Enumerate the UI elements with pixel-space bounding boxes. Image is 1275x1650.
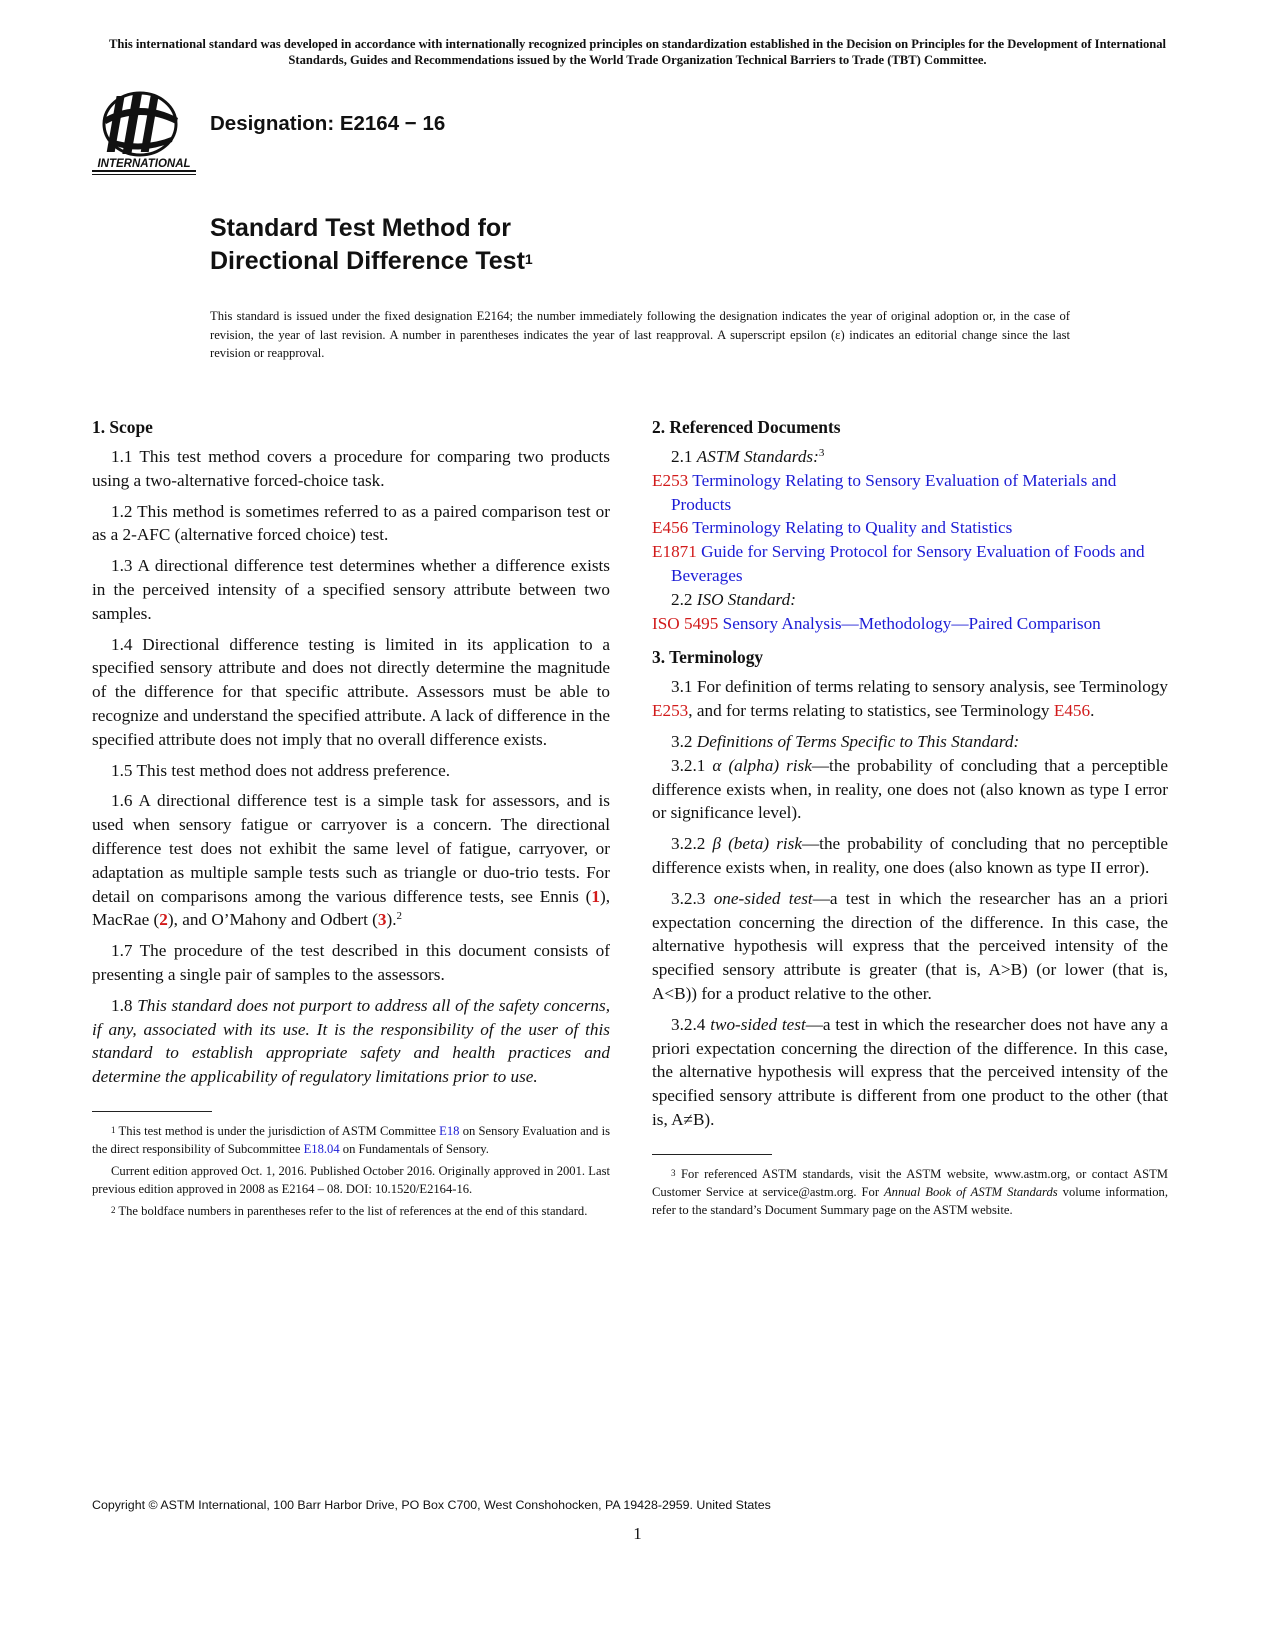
reference-link-1[interactable]: 1	[591, 886, 600, 906]
right-column	[652, 415, 1168, 1223]
footnote-3: $^3$ For referenced ASTM standards, visit the ASTM website, www.astm.org, or contact ASTM Customer Service at service@astm.org. For Annual Book of ASTM Standards volume information, refer to the standard’s Document Summary page on the ASTM website.	[652, 1166, 1168, 1217]
paragraph-1-3: 1.3 A directional difference test determines whether a difference exists in the perceived intensity of a specified sensory attribute between two samples.	[92, 556, 610, 623]
footnotes-right	[652, 1165, 1168, 1219]
link-e456-title[interactable]: Terminology Relating to Quality and Statistics	[688, 518, 1013, 538]
subsection-2-1: 2.1 ASTM Standards:$^3$	[671, 447, 825, 466]
link-e1871-title[interactable]: Guide for Serving Protocol for Sensory Evaluation of Foods and Beverages	[671, 542, 1145, 585]
title-footnote-mark: 1	[524, 251, 533, 267]
astm-logo	[90, 88, 198, 180]
reference-e456	[652, 516, 1168, 540]
link-e253[interactable]: E253	[652, 470, 689, 490]
title-line-1: Standard Test Method for	[210, 214, 511, 242]
reference-link-2[interactable]: 2	[159, 910, 168, 930]
paragraph-1-2: 1.2 This method is sometimes referred to as a paired comparison test or as a 2-AFC (alternative forced choice) test.	[92, 501, 610, 545]
reference-e1871	[652, 540, 1168, 588]
left-column	[92, 415, 610, 1224]
footnote-1: $^1$ This test method is under the jurisdiction of ASTM Committee E18 on Sensory Evaluation and is the direct responsibility of Subcommittee E18.04 on Fundamentals of Sensory.	[92, 1123, 610, 1156]
reference-e253	[652, 469, 1168, 517]
copyright-notice: Copyright © ASTM International, 100 Barr Harbor Drive, PO Box C700, West Conshohocken, PA 19428-2959. United States	[92, 1498, 771, 1512]
terminology-e456-link[interactable]: E456	[1053, 701, 1091, 721]
section-1-heading: 1. Scope	[92, 417, 153, 437]
tbt-notice: This international standard was developed in accordance with internationally recognized principles on standardization established in the Decision on Principles for the Development of International Standards, Guides and Recommendations issued by the World Trade Organization Technical Barriers to Trade (TBT) Committee.	[108, 37, 1167, 67]
definition-one-sided-test: 3.2.3 one-sided test—a test in which the researcher has an a priori expectation concerning the direction of the difference. In this case, the alternative hypothesis will express that the perceived intensity of the specified sensory attribute is greater (that is, A>B) (or lower (that is, A<B)) for a product relative to the other.	[652, 888, 1168, 1003]
section-3-heading: 3. Terminology	[652, 647, 764, 668]
section-2-heading: 2. Referenced Documents	[652, 417, 841, 437]
definition-two-sided-test: 3.2.4 two-sided test—a test in which the researcher does not have any a priori expectation concerning the direction of the difference. In this case, the alternative hypothesis will express that the perceived intensity of the specified sensory attribute is different from one product to the other (that is, A≠B).	[652, 1014, 1168, 1129]
link-iso-5495[interactable]: ISO 5495	[652, 613, 719, 633]
paragraph-1-7: 1.7 The procedure of the test described in this document consists of presenting a single pair of samples to the assessors.	[92, 941, 610, 984]
paragraph-3-1: 3.1 For definition of terms relating to sensory analysis, see Terminology E253, and for terms relating to statistics, see Terminology E456.	[652, 677, 1168, 721]
committee-e18-link[interactable]: E18	[439, 1123, 460, 1138]
title-line-2: Directional Difference Test$^1$	[210, 247, 533, 275]
definition-alpha-risk: 3.2.1 α (alpha) risk—the probability of concluding that a perceptible difference exists when, in reality, one does not (also known as type I error or significance level).	[652, 755, 1169, 823]
logo-international-text: INTERNATIONAL	[97, 158, 191, 170]
footnote-2: $^2$ The boldface numbers in parentheses refer to the list of references at the end of this standard.	[111, 1203, 588, 1218]
link-e253-title[interactable]: Terminology Relating to Sensory Evaluation of Materials and Products	[671, 470, 1117, 514]
paragraph-1-1: 1.1 This test method covers a procedure for comparing two products using a two-alternative forced-choice task.	[92, 447, 610, 490]
paragraph-1-5: 1.5 This test method does not address preference.	[111, 760, 451, 780]
footnote-divider	[92, 1111, 212, 1112]
reference-link-3[interactable]: 3	[377, 910, 387, 930]
document-title	[210, 212, 533, 278]
footnotes-left	[92, 1122, 610, 1220]
designation: Designation: E2164 − 16	[210, 112, 446, 135]
subcommittee-e1804-link[interactable]: E18.04	[303, 1141, 340, 1156]
paragraph-1-8: 1.8 This standard does not purport to address all of the safety concerns, if any, associated with its use. It is the responsibility of the user of this standard to establish appropriate safety and health practices and determine the applicability of regulatory limitations prior to use.	[92, 995, 611, 1087]
link-e1871[interactable]: E1871	[652, 542, 697, 562]
paragraph-1-4: 1.4 Directional difference testing is limited in its application to a specified sensory attribute and does not directly determine the magnitude of the difference for that specific attribute. Assessors must be able to recognize and understand the specified attribute. A lack of difference in the specified attribute does not imply that no overall difference exists.	[92, 634, 610, 749]
paragraph-1-6: 1.6 A directional difference test is a simple task for assessors, and is used when sensory fatigue or carryover is a concern. The directional difference test does not exhibit the same level of fatigue, carryover, or adaptation as multiple sample tests such as triangle or duo-trio tests. For detail on comparisons among the various difference tests, see Ennis (1), MacRae (2), and O’Mahony and Odbert (3).$^2$	[92, 791, 610, 930]
definition-beta-risk: 3.2.2 β (beta) risk—the probability of concluding that no perceptible difference exists when, in reality, one does (also known as type II error).	[652, 834, 1169, 877]
reference-iso-5495	[652, 612, 1168, 636]
link-iso-5495-title[interactable]: Sensory Analysis—Methodology—Paired Comparison	[718, 613, 1101, 633]
footnote-1-continued: Current edition approved Oct. 1, 2016. Published October 2016. Originally approved in 2001. Last previous edition approved in 2008 as E2164 – 08. DOI: 10.1520/E2164-16.	[92, 1163, 610, 1196]
paragraph-3-2: 3.2 Definitions of Terms Specific to This Standard:	[671, 731, 1020, 751]
subsection-2-2: 2.2 ISO Standard:	[671, 589, 796, 609]
footnote-mark-2: 2	[396, 910, 403, 923]
issuance-statement: This standard is issued under the fixed designation E2164; the number immediately following the designation indicates the year of original adoption or, in the case of revision, the year of last revision. A number in parentheses indicates the year of last reapproval. A superscript epsilon (ε) indicates an editorial change since the last revision or reapproval.	[210, 309, 1070, 360]
footnote-divider-right	[652, 1154, 772, 1155]
page-number: 1	[633, 1524, 642, 1543]
terminology-e253-link[interactable]: E253	[652, 701, 689, 721]
link-e456[interactable]: E456	[652, 518, 689, 538]
